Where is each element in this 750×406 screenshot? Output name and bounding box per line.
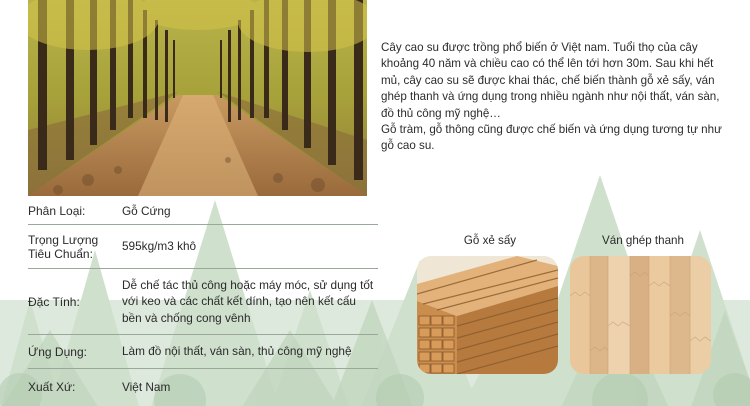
description-paragraph-2: Gỗ tràm, gỗ thông cũng được chế biến và ứng dụng tương tự như gỗ cao su.	[381, 123, 722, 153]
spec-row-usage	[28, 335, 378, 369]
spec-value: Dễ chế tác thủ công hoặc máy móc, sử dụng tốt với keo và các chất kết dính, tạo nên kết cấu bền và chống cong vênh	[122, 277, 374, 325]
rubber-plantation-photo	[28, 0, 367, 196]
spec-value: Làm đồ nội thất, ván sàn, thủ công mỹ nghệ	[122, 344, 352, 359]
spec-row-origin	[28, 369, 378, 405]
spec-label: Đặc Tính:	[28, 294, 80, 309]
spec-row-category	[28, 198, 378, 225]
sawn-wood-caption: Gỗ xẻ sấy	[463, 234, 517, 247]
spec-label: Xuất Xứ:	[28, 380, 76, 394]
description-text	[381, 40, 727, 155]
spec-row-properties	[28, 269, 378, 335]
panel-wood-caption: Ván ghép thanh	[602, 234, 684, 247]
sawn-wood-image	[417, 256, 558, 374]
spec-row-weight	[28, 225, 378, 269]
spec-value: Gỗ Cứng	[122, 203, 171, 218]
spec-label: Ứng Dụng:	[28, 344, 87, 359]
panel-wood-image	[570, 256, 711, 374]
description-paragraph-1: Cây cao su được trồng phổ biến ở Việt nam. Tuổi thọ của cây khoảng 40 năm và chiều cao có thể lên tới hơn 30m. Sau khi hết mủ, cây cao su sẽ được khai thác, chế biến thành gỗ xẻ sấy, ván ghép thanh và ứng dụng trong nhiều ngành như nội thất, ván sàn, đồ thủ công mỹ nghệ…	[381, 41, 720, 120]
spec-label: Phân Loại:	[28, 204, 86, 218]
spec-value: 595kg/m3 khô	[122, 239, 197, 254]
spec-label: Trọng Lượng Tiêu Chuẩn:	[28, 232, 99, 261]
spec-table	[28, 198, 378, 405]
spec-value: Việt Nam	[122, 379, 171, 394]
